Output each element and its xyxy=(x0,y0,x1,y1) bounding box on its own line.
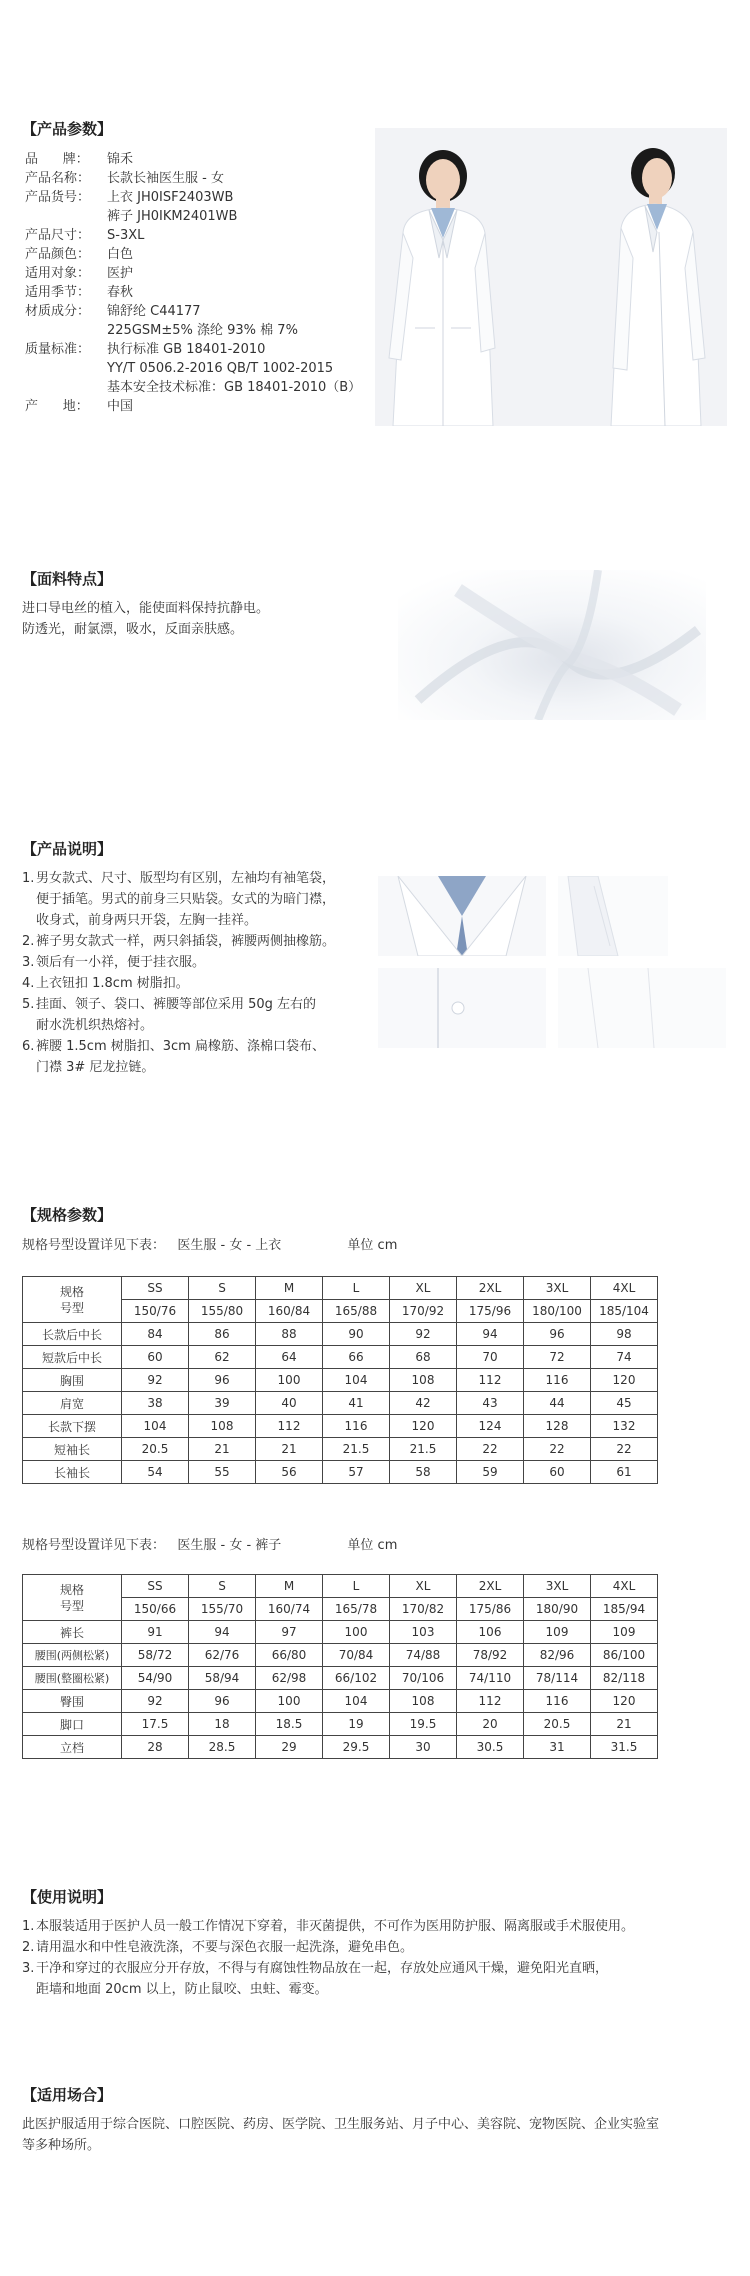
top-size-value-cell: 22 xyxy=(457,1438,524,1461)
top-size-value-cell: 55 xyxy=(189,1461,256,1484)
pants-size-value-cell: 109 xyxy=(524,1621,591,1644)
list-line: 裤子男女款式一样，两只斜插袋，裤腰两侧抽橡筋。 xyxy=(36,934,336,949)
pants-size-value-cell: 104 xyxy=(323,1690,390,1713)
pants-size-value-cell: 94 xyxy=(189,1621,256,1644)
pants-size-code-cell: 160/74 xyxy=(256,1598,323,1621)
pants-size-value-cell: 91 xyxy=(122,1621,189,1644)
list-line: 挂面、领子、袋口、裤腰等部位采用 50g 左右的 xyxy=(36,997,317,1012)
pants-size-value-cell: 17.5 xyxy=(122,1713,189,1736)
params-title: 【产品参数】 xyxy=(22,120,113,138)
top-size-value-cell: 21.5 xyxy=(323,1438,390,1461)
list-number: 2. xyxy=(22,934,35,949)
pants-size-value-cell: 78/92 xyxy=(457,1644,524,1667)
param-label: 产品名称： xyxy=(25,171,91,186)
detail-photo-collar xyxy=(378,876,546,956)
pants-size-value-cell: 112 xyxy=(457,1690,524,1713)
pants-size-value-cell: 92 xyxy=(122,1690,189,1713)
top-size-value-cell: 98 xyxy=(591,1323,658,1346)
top-size-size-cell: 4XL xyxy=(591,1277,658,1300)
param-value-continued: 225GSM±5% 涤纶 93% 棉 7% xyxy=(107,323,298,338)
pants-size-row-label: 腰围(两侧松紧) xyxy=(23,1644,122,1667)
param-row xyxy=(25,264,361,283)
top-size-row xyxy=(23,1346,658,1369)
pants-size-value-cell: 28.5 xyxy=(189,1736,256,1759)
description-item xyxy=(22,868,372,931)
sizes-title: 【规格参数】 xyxy=(22,1206,113,1224)
top-size-value-cell: 104 xyxy=(122,1415,189,1438)
top-size-value-cell: 112 xyxy=(256,1415,323,1438)
top-size-value-cell: 44 xyxy=(524,1392,591,1415)
fabric-photo-drawing xyxy=(398,570,706,720)
pants-size-row xyxy=(23,1713,658,1736)
top-size-value-cell: 66 xyxy=(323,1346,390,1369)
detail-photo-sleeve xyxy=(558,876,668,956)
pants-size-header-row xyxy=(23,1575,658,1598)
top-size-value-cell: 96 xyxy=(524,1323,591,1346)
top-size-value-cell: 68 xyxy=(390,1346,457,1369)
list-text xyxy=(36,1958,608,2000)
param-label: 质量标准： xyxy=(25,342,91,357)
top-size-value-cell: 41 xyxy=(323,1392,390,1415)
list-text xyxy=(36,1916,634,1937)
param-label: 产品颜色： xyxy=(25,247,91,262)
pants-size-value-cell: 30 xyxy=(390,1736,457,1759)
pants-size-table xyxy=(22,1574,658,1759)
pants-size-code-cell: 170/82 xyxy=(390,1598,457,1621)
pants-size-value-cell: 106 xyxy=(457,1621,524,1644)
top-size-value-cell: 74 xyxy=(591,1346,658,1369)
pants-size-value-cell: 28 xyxy=(122,1736,189,1759)
pants-size-value-cell: 21 xyxy=(591,1713,658,1736)
top-size-row-label: 肩宽 xyxy=(23,1392,122,1415)
top-size-size-cell: M xyxy=(256,1277,323,1300)
top-size-row xyxy=(23,1461,658,1484)
pants-size-code-cell: 150/66 xyxy=(122,1598,189,1621)
top-size-value-cell: 72 xyxy=(524,1346,591,1369)
pants-size-size-cell: S xyxy=(189,1575,256,1598)
pants-size-value-cell: 82/118 xyxy=(591,1667,658,1690)
top-size-value-cell: 120 xyxy=(390,1415,457,1438)
list-line: 男女款式、尺寸、版型均有区别，左袖均有袖笔袋， xyxy=(36,871,336,886)
pants-size-value-cell: 19 xyxy=(323,1713,390,1736)
top-size-table xyxy=(22,1276,658,1484)
param-row xyxy=(25,226,361,245)
fabric-photo xyxy=(398,570,706,720)
pants-size-row xyxy=(23,1736,658,1759)
top-size-size-cell: XL xyxy=(390,1277,457,1300)
list-number: 3. xyxy=(22,955,35,970)
param-label: 产 地： xyxy=(25,399,89,414)
list-number: 5. xyxy=(22,997,35,1012)
top-size-value-cell: 57 xyxy=(323,1461,390,1484)
usage-list xyxy=(22,1916,732,2000)
pants-size-size-cell: 3XL xyxy=(524,1575,591,1598)
top-size-size-cell: SS xyxy=(122,1277,189,1300)
pants-size-value-cell: 30.5 xyxy=(457,1736,524,1759)
pants-size-value-cell: 66/102 xyxy=(323,1667,390,1690)
top-size-code-cell: 175/96 xyxy=(457,1300,524,1323)
list-line: 领后有一小祥，便于挂衣服。 xyxy=(36,955,206,970)
description-item xyxy=(22,994,372,1036)
list-text xyxy=(36,994,316,1036)
pants-size-value-cell: 54/90 xyxy=(122,1667,189,1690)
list-line: 本服装适用于医护人员一般工作情况下穿着，非灭菌提供，不可作为医用防护服、隔离服或手术服使用。 xyxy=(36,1919,635,1934)
list-text xyxy=(36,1036,325,1078)
fabric-line: 进口导电丝的植入，能使面料保持抗静电。 xyxy=(22,601,270,616)
pants-size-value-cell: 109 xyxy=(591,1621,658,1644)
top-size-value-cell: 22 xyxy=(591,1438,658,1461)
param-label: 产品货号： xyxy=(25,190,91,205)
top-size-value-cell: 43 xyxy=(457,1392,524,1415)
list-number: 4. xyxy=(22,976,35,991)
detail-photo-hem xyxy=(558,968,726,1048)
usage-item xyxy=(22,1916,732,1937)
list-number: 3. xyxy=(22,1961,35,1976)
pants-size-value-cell: 29.5 xyxy=(323,1736,390,1759)
top-size-row-label: 长款后中长 xyxy=(23,1323,122,1346)
top-size-code-cell: 165/88 xyxy=(323,1300,390,1323)
model-photo-drawing xyxy=(375,128,727,426)
top-size-value-cell: 124 xyxy=(457,1415,524,1438)
top-size-value-cell: 20.5 xyxy=(122,1438,189,1461)
top-size-value-cell: 96 xyxy=(189,1369,256,1392)
param-value-continued: YY/T 0506.2-2016 QB/T 1002-2015 xyxy=(107,361,334,376)
top-size-value-cell: 88 xyxy=(256,1323,323,1346)
top-size-value-cell: 70 xyxy=(457,1346,524,1369)
scene-line: 等多种场所。 xyxy=(22,2138,101,2153)
top-size-value-cell: 21 xyxy=(256,1438,323,1461)
top-size-value-cell: 116 xyxy=(524,1369,591,1392)
param-label: 产品尺寸： xyxy=(25,228,91,243)
top-size-row xyxy=(23,1323,658,1346)
pants-size-value-cell: 18 xyxy=(189,1713,256,1736)
pants-size-value-cell: 70/106 xyxy=(390,1667,457,1690)
pants-size-row-label: 臀围 xyxy=(23,1690,122,1713)
scenes-text xyxy=(22,2114,659,2156)
fabric-text xyxy=(22,598,269,640)
pants-size-value-cell: 58/94 xyxy=(189,1667,256,1690)
top-size-value-cell: 38 xyxy=(122,1392,189,1415)
param-value: 中国 xyxy=(107,399,134,414)
pants-size-size-cell: 4XL xyxy=(591,1575,658,1598)
pants-size-header-label: 规格 号型 xyxy=(23,1575,122,1621)
list-text xyxy=(36,973,189,994)
top-size-value-cell: 108 xyxy=(189,1415,256,1438)
top-size-value-cell: 86 xyxy=(189,1323,256,1346)
top-size-header-row xyxy=(23,1277,658,1300)
pants-size-value-cell: 108 xyxy=(390,1690,457,1713)
scenes-title: 【适用场合】 xyxy=(22,2086,113,2104)
param-value: 春秋 xyxy=(107,285,134,300)
top-size-header-label: 规格 号型 xyxy=(23,1277,122,1323)
detail-photo-hem-drawing xyxy=(558,968,726,1048)
pants-size-value-cell: 58/72 xyxy=(122,1644,189,1667)
pants-size-value-cell: 62/98 xyxy=(256,1667,323,1690)
top-size-row xyxy=(23,1415,658,1438)
param-label: 品 牌： xyxy=(25,152,89,167)
param-value: 锦舒纶 C44177 xyxy=(107,304,201,319)
top-size-code-cell: 170/92 xyxy=(390,1300,457,1323)
top-size-row-label: 短袖长 xyxy=(23,1438,122,1461)
top-size-value-cell: 21.5 xyxy=(390,1438,457,1461)
top-size-value-cell: 84 xyxy=(122,1323,189,1346)
pants-size-value-cell: 78/114 xyxy=(524,1667,591,1690)
top-size-value-cell: 59 xyxy=(457,1461,524,1484)
usage-item xyxy=(22,1937,732,1958)
pants-size-value-cell: 100 xyxy=(256,1690,323,1713)
pants-size-row xyxy=(23,1690,658,1713)
param-label: 适用对象： xyxy=(25,266,91,281)
param-value-continued: 基本安全技术标准：GB 18401-2010（B） xyxy=(107,380,362,395)
fabric-line: 防透光，耐氯漂，吸水，反面亲肤感。 xyxy=(22,622,244,637)
top-size-caption: 规格号型设置详见下表： 医生服 - 女 - 上衣 单位 cm xyxy=(22,1238,398,1253)
pants-size-value-cell: 20 xyxy=(457,1713,524,1736)
description-item xyxy=(22,952,372,973)
pants-size-size-cell: SS xyxy=(122,1575,189,1598)
top-size-value-cell: 132 xyxy=(591,1415,658,1438)
top-size-size-cell: 2XL xyxy=(457,1277,524,1300)
param-row xyxy=(25,188,361,207)
pants-size-value-cell: 31.5 xyxy=(591,1736,658,1759)
pants-size-value-cell: 100 xyxy=(323,1621,390,1644)
top-size-value-cell: 104 xyxy=(323,1369,390,1392)
top-size-value-cell: 39 xyxy=(189,1392,256,1415)
top-size-value-cell: 60 xyxy=(122,1346,189,1369)
list-text xyxy=(36,868,335,931)
top-size-value-cell: 128 xyxy=(524,1415,591,1438)
pants-size-value-cell: 19.5 xyxy=(390,1713,457,1736)
detail-photo-button-drawing xyxy=(378,968,546,1048)
pants-size-value-cell: 97 xyxy=(256,1621,323,1644)
top-size-code-cell: 160/84 xyxy=(256,1300,323,1323)
top-size-value-cell: 94 xyxy=(457,1323,524,1346)
top-size-value-cell: 116 xyxy=(323,1415,390,1438)
detail-photo-button xyxy=(378,968,546,1048)
pants-size-row-label: 裤长 xyxy=(23,1621,122,1644)
top-size-value-cell: 21 xyxy=(189,1438,256,1461)
description-title: 【产品说明】 xyxy=(22,840,113,858)
pants-size-row xyxy=(23,1644,658,1667)
pants-size-value-cell: 103 xyxy=(390,1621,457,1644)
list-line: 上衣钮扣 1.8cm 树脂扣。 xyxy=(36,976,189,991)
param-value: S-3XL xyxy=(107,228,145,243)
list-text xyxy=(36,1937,413,1958)
usage-title: 【使用说明】 xyxy=(22,1888,113,1906)
description-list xyxy=(22,868,372,1078)
pants-size-value-cell: 20.5 xyxy=(524,1713,591,1736)
pants-size-size-cell: XL xyxy=(390,1575,457,1598)
list-line: 干净和穿过的衣服应分开存放，不得与有腐蚀性物品放在一起，存放处应通风干燥，避免阳光直晒， xyxy=(36,1961,609,1976)
top-size-code-cell: 150/76 xyxy=(122,1300,189,1323)
list-line: 耐水洗机织热熔衬。 xyxy=(36,1018,154,1033)
top-size-value-cell: 108 xyxy=(390,1369,457,1392)
list-number: 1. xyxy=(22,871,35,886)
top-size-code-cell: 180/100 xyxy=(524,1300,591,1323)
pants-size-row xyxy=(23,1667,658,1690)
top-size-size-cell: 3XL xyxy=(524,1277,591,1300)
list-line: 请用温水和中性皂液洗涤，不要与深色衣服一起洗涤，避免串色。 xyxy=(36,1940,414,1955)
pants-size-code-cell: 185/94 xyxy=(591,1598,658,1621)
pants-size-row-label: 立档 xyxy=(23,1736,122,1759)
top-size-value-cell: 62 xyxy=(189,1346,256,1369)
scene-line: 此医护服适用于综合医院、口腔医院、药房、医学院、卫生服务站、月子中心、美容院、宠物医院、企业实验室 xyxy=(22,2117,660,2132)
pants-size-row-label: 脚口 xyxy=(23,1713,122,1736)
param-value: 执行标准 GB 18401-2010 xyxy=(107,342,266,357)
detail-photo-sleeve-drawing xyxy=(558,876,668,956)
list-line: 门襟 3# 尼龙拉链。 xyxy=(36,1060,155,1075)
top-size-code-cell: 155/80 xyxy=(189,1300,256,1323)
param-row xyxy=(25,397,361,416)
description-item xyxy=(22,1036,372,1078)
pants-size-value-cell: 31 xyxy=(524,1736,591,1759)
top-size-value-cell: 92 xyxy=(390,1323,457,1346)
model-photo xyxy=(375,128,727,426)
top-size-value-cell: 58 xyxy=(390,1461,457,1484)
list-text xyxy=(36,931,335,952)
list-number: 1. xyxy=(22,1919,35,1934)
pants-size-value-cell: 18.5 xyxy=(256,1713,323,1736)
pants-size-value-cell: 116 xyxy=(524,1690,591,1713)
top-size-row-label: 长袖长 xyxy=(23,1461,122,1484)
top-size-value-cell: 42 xyxy=(390,1392,457,1415)
param-value: 长款长袖医生服 - 女 xyxy=(107,171,224,186)
top-size-value-cell: 100 xyxy=(256,1369,323,1392)
list-number: 6. xyxy=(22,1039,35,1054)
param-value-continued: 裤子 JH0IKM2401WB xyxy=(107,209,238,224)
param-value: 白色 xyxy=(107,247,134,262)
pants-size-value-cell: 66/80 xyxy=(256,1644,323,1667)
param-label: 材质成分： xyxy=(25,304,91,319)
pants-size-value-cell: 70/84 xyxy=(323,1644,390,1667)
top-size-row xyxy=(23,1369,658,1392)
pants-size-size-cell: M xyxy=(256,1575,323,1598)
top-size-value-cell: 60 xyxy=(524,1461,591,1484)
top-size-row-label: 胸围 xyxy=(23,1369,122,1392)
top-size-value-cell: 112 xyxy=(457,1369,524,1392)
pants-size-value-cell: 74/88 xyxy=(390,1644,457,1667)
pants-size-row-label: 腰围(整圈松紧) xyxy=(23,1667,122,1690)
fabric-title: 【面料特点】 xyxy=(22,570,113,588)
list-text xyxy=(36,952,205,973)
top-size-size-cell: S xyxy=(189,1277,256,1300)
pants-size-code-cell: 165/78 xyxy=(323,1598,390,1621)
pants-size-value-cell: 86/100 xyxy=(591,1644,658,1667)
detail-photo-collar-drawing xyxy=(378,876,546,956)
top-size-value-cell: 54 xyxy=(122,1461,189,1484)
list-line: 收身式，前身两只开袋，左胸一挂祥。 xyxy=(36,913,258,928)
pants-size-value-cell: 96 xyxy=(189,1690,256,1713)
top-size-row-label: 长款下摆 xyxy=(23,1415,122,1438)
pants-size-size-cell: 2XL xyxy=(457,1575,524,1598)
top-size-value-cell: 64 xyxy=(256,1346,323,1369)
top-size-code-cell: 185/104 xyxy=(591,1300,658,1323)
top-size-value-cell: 22 xyxy=(524,1438,591,1461)
pants-size-value-cell: 120 xyxy=(591,1690,658,1713)
param-label: 适用季节： xyxy=(25,285,91,300)
usage-item xyxy=(22,1958,732,2000)
description-item xyxy=(22,973,372,994)
pants-size-value-cell: 82/96 xyxy=(524,1644,591,1667)
top-size-value-cell: 90 xyxy=(323,1323,390,1346)
top-size-size-cell: L xyxy=(323,1277,390,1300)
param-row xyxy=(25,245,361,264)
pants-size-code-cell: 180/90 xyxy=(524,1598,591,1621)
list-number: 2. xyxy=(22,1940,35,1955)
description-item xyxy=(22,931,372,952)
top-size-value-cell: 61 xyxy=(591,1461,658,1484)
param-value: 医护 xyxy=(107,266,134,281)
param-row xyxy=(25,340,361,359)
top-size-value-cell: 120 xyxy=(591,1369,658,1392)
pants-size-row xyxy=(23,1621,658,1644)
top-size-value-cell: 45 xyxy=(591,1392,658,1415)
top-size-row xyxy=(23,1392,658,1415)
top-size-row-label: 短款后中长 xyxy=(23,1346,122,1369)
pants-size-value-cell: 74/110 xyxy=(457,1667,524,1690)
pants-size-value-cell: 29 xyxy=(256,1736,323,1759)
pants-size-caption: 规格号型设置详见下表： 医生服 - 女 - 裤子 单位 cm xyxy=(22,1538,398,1553)
param-row xyxy=(25,302,361,321)
top-size-row xyxy=(23,1438,658,1461)
pants-size-code-cell: 175/86 xyxy=(457,1598,524,1621)
list-line: 距墙和地面 20cm 以上，防止鼠咬、虫蛀、霉变。 xyxy=(36,1982,328,1997)
top-size-value-cell: 56 xyxy=(256,1461,323,1484)
params-list xyxy=(25,150,361,416)
param-row xyxy=(25,169,361,188)
top-size-value-cell: 40 xyxy=(256,1392,323,1415)
list-line: 裤腰 1.5cm 树脂扣、3cm 扁橡筋、涤棉口袋布、 xyxy=(36,1039,325,1054)
param-value: 锦禾 xyxy=(107,152,134,167)
top-size-value-cell: 92 xyxy=(122,1369,189,1392)
param-row xyxy=(25,150,361,169)
pants-size-code-cell: 155/70 xyxy=(189,1598,256,1621)
pants-size-size-cell: L xyxy=(323,1575,390,1598)
param-value: 上衣 JH0ISF2403WB xyxy=(107,190,234,205)
list-line: 便于插笔。男式的前身三只贴袋。女式的为暗门襟， xyxy=(36,892,336,907)
param-row xyxy=(25,283,361,302)
pants-size-value-cell: 62/76 xyxy=(189,1644,256,1667)
